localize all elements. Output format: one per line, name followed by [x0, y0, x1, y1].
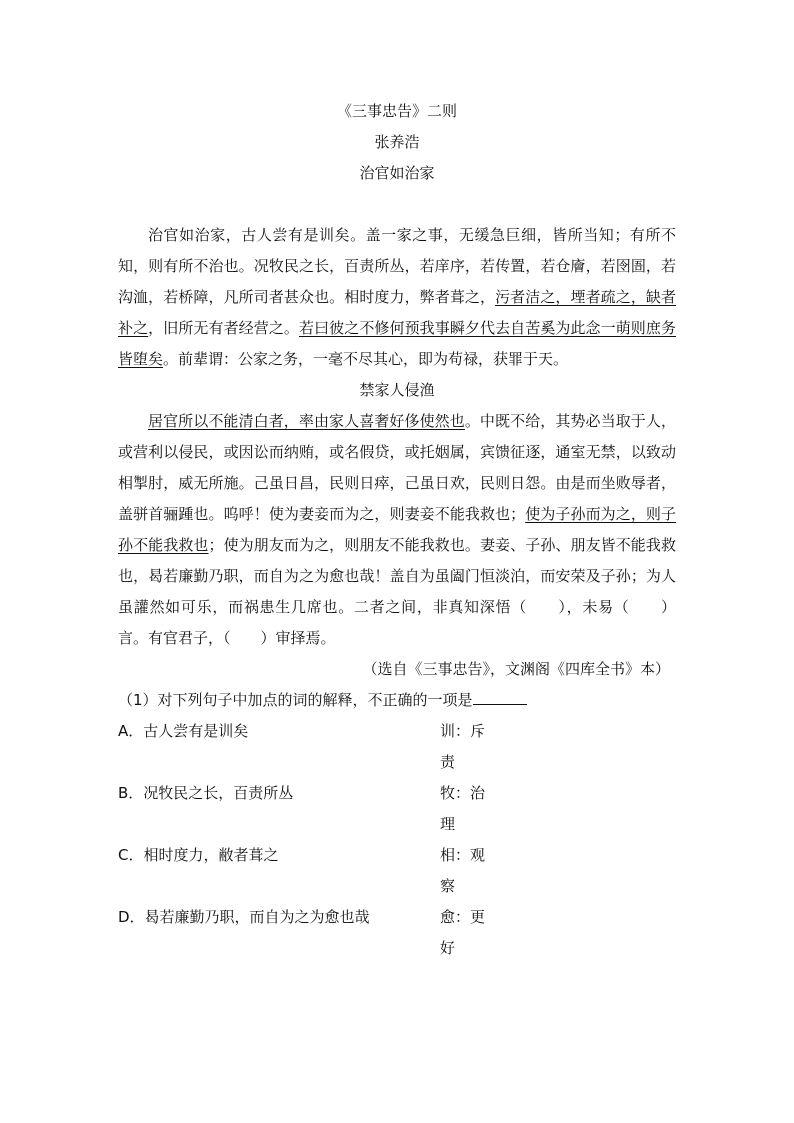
- section2-title: 禁家人侵渔: [359, 381, 435, 399]
- source-citation: （选自《三事忠告》，文渊阁《四库全书》本）: [362, 660, 670, 678]
- blank-line: [118, 189, 676, 220]
- section2-text-b: ；使为朋友而为之，则朋友不能我救也。妻妾、子孙、朋友皆不能我救也，曷若廉勤乃职，而自为之为愈也哉！盖自为虽阖门恒淡泊，而安荣及子孙；为人虽讙然如可乐，而祸患生几席也。二者之间，非真知深悟（ ），未易（ ）言。有官君子，（ ）审择焉。: [118, 536, 676, 647]
- answer-blank[interactable]: [473, 688, 527, 705]
- option-gloss: 训：斥责: [440, 722, 486, 771]
- question-stem: [118, 685, 676, 716]
- option-d: [118, 902, 676, 964]
- section2-paragraph: [118, 406, 676, 654]
- underlined-phrase-2: 若曰彼之不修何预我事瞬夕代去自苦奚为此念一萌则庶务皆堕矣: [118, 319, 676, 368]
- option-gloss: 牧：治理: [440, 784, 486, 833]
- section1-title: 治官如治家: [359, 164, 435, 182]
- document-title: 《三事忠告》二则: [336, 102, 457, 120]
- underlined-phrase-3: 居官所以不能清白者，率由家人喜奢好侈使然也: [148, 412, 465, 430]
- option-sentence: C．相时度力，敝者葺之: [118, 846, 279, 864]
- option-b: [118, 778, 676, 840]
- option-sentence: B．况牧民之长，百责所丛: [118, 784, 294, 802]
- option-sentence: A．古人尝有是训矣: [118, 722, 249, 740]
- option-gloss: 相：观察: [440, 846, 486, 895]
- option-sentence: D．曷若廉勤乃职，而自为之为愈也哉: [118, 908, 370, 926]
- answer-options: [118, 716, 676, 964]
- option-c: [118, 840, 676, 902]
- section2-text-a: 。中既不给，其势必当取于人，或营利以侵民，或因讼而纳贿，或名假贷，或托姻属，宾馈征逐，通室无禁，以致动相掣肘，威无所施。己虽日昌，民则日瘁，己虽日欢，民则日怨。由是而坐败辱者，盖骈首骊踵也。呜呼！使为妻妾而为之，则妻妾不能我救也；: [118, 412, 676, 523]
- underlined-phrase-1: 污者洁之，堙者疏之，缺者补之: [118, 288, 676, 337]
- underlined-phrase-4: 使为子孙而为之，则子孙不能我救也: [118, 505, 676, 554]
- section1-text-c: 。前辈谓：公家之务，一毫不尽其心，即为苟禄，获罪于天。: [163, 350, 569, 368]
- section1-text-b: ，旧所无有者经营之。: [148, 319, 299, 337]
- section1-text-a: 治官如治家，古人尝有是训矣。盖一家之事，无缓急巨细，皆所当知；有所不知，则有所不治也。况牧民之长，百责所丛，若庠序，若传置，若仓廥，若囹圄，若沟洫，若桥障，凡所司者甚众也。相时度力，弊者葺之，: [118, 226, 676, 306]
- section1-paragraph: [118, 220, 676, 375]
- document-page: [118, 96, 676, 964]
- author-name: 张养浩: [374, 133, 420, 151]
- option-a: [118, 716, 676, 778]
- question-text: （1）对下列句子中加点的词的解释，不正确的一项是: [118, 691, 473, 709]
- option-gloss: 愈：更好: [440, 908, 486, 957]
